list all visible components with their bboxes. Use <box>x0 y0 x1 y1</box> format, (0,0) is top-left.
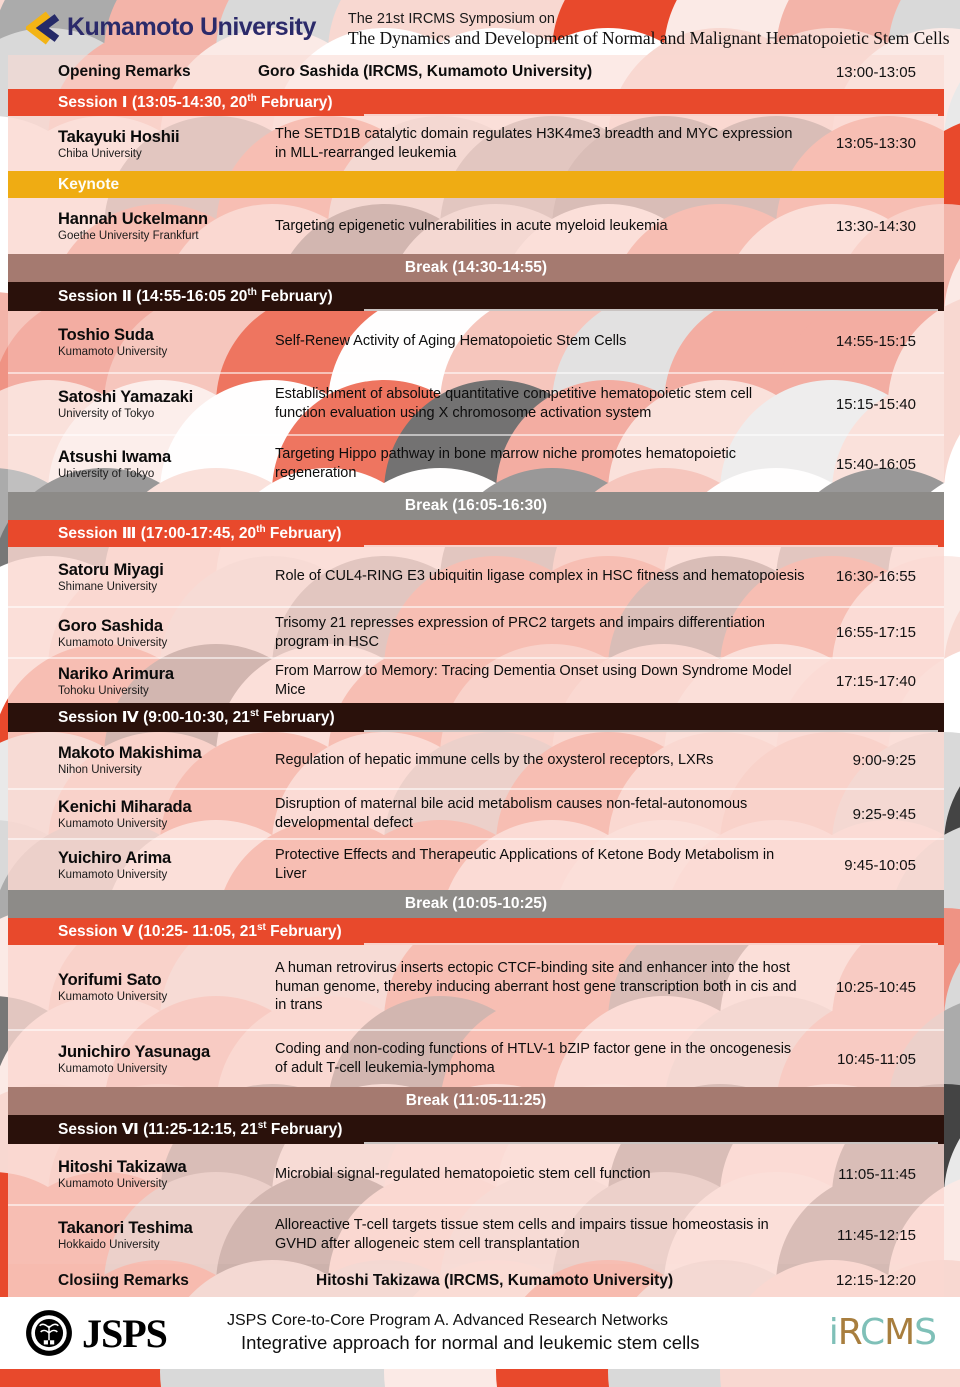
talk-row-arimura <box>8 657 944 703</box>
talk-row-yamazaki <box>8 372 944 434</box>
speaker-affiliation: Chiba University <box>58 147 142 160</box>
talk-time: 13:30-14:30 <box>835 217 916 235</box>
speaker-affiliation: Goethe University Frankfurt <box>58 230 199 242</box>
talk-row-sashida <box>8 606 944 657</box>
session-5-header <box>8 918 944 945</box>
kumamoto-university-logo <box>26 11 316 45</box>
core-to-core-program-text <box>227 1311 700 1356</box>
speaker-affiliation: Kumamoto University <box>58 818 168 830</box>
symposium-title: The Dynamics and Development of Normal and Malignant Hematopoietic Stem Cells <box>347 27 950 48</box>
program-line-2: Integrative approach for normal and leukemic stem cells <box>240 1332 700 1354</box>
speaker-name: Junichiro Yasunaga <box>58 1043 210 1061</box>
keynote-band <box>8 171 944 198</box>
university-name: Kumamoto University <box>67 13 316 41</box>
jsps-seal-icon <box>24 1308 74 1358</box>
talk-title: Targeting epigenetic vulnerabilities in acute myeloid leukemia <box>275 217 668 234</box>
talk-title: Microbial signal-regulated hematopoietic stem cell function <box>275 1165 651 1182</box>
session-2-title: Session Ⅱ (14:55-16:05 20th February) <box>58 286 333 305</box>
keynote-label: Keynote <box>58 175 120 193</box>
talk-time: 10:25-10:45 <box>835 978 916 996</box>
speaker-name: Satoshi Yamazaki <box>58 388 193 406</box>
speaker-affiliation: Kumamoto University <box>58 991 168 1003</box>
session-6-header <box>8 1115 944 1144</box>
break-4-band <box>8 1087 944 1115</box>
session-5-title: Session Ⅴ (10:25- 11:05, 21st February) <box>58 921 342 940</box>
talk-row-sato <box>8 945 944 1029</box>
speaker-name: Goro Sashida <box>58 616 163 635</box>
speaker-affiliation: Kumamoto University <box>58 636 168 649</box>
speaker-name: Takayuki Hoshii <box>58 127 180 146</box>
closing-remarks-speaker: Hitoshi Takizawa (IRCMS, Kumamoto University) <box>316 1271 674 1289</box>
talk-time: 16:55-17:15 <box>835 624 916 641</box>
talk-time: 9:45-10:05 <box>844 856 916 874</box>
talk-title: Disruption of maternal bile acid metabolism causes non-fetal-autonomous developmental defect <box>275 796 748 831</box>
break-2-band <box>8 492 944 520</box>
talk-row-yasunaga <box>8 1029 944 1087</box>
ircms-logo: iRCMS <box>828 1312 936 1353</box>
program-line-1: JSPS Core-to-Core Program A. Advanced Research Networks <box>226 1311 669 1329</box>
symposium-title-block <box>348 6 950 50</box>
break-label: Break (10:05-10:25) <box>404 895 548 912</box>
speaker-name: Makoto Makishima <box>58 744 202 762</box>
talk-time: 11:05-11:45 <box>838 1165 916 1183</box>
talk-title: Self-Renew Activity of Aging Hematopoietic Stem Cells <box>275 333 627 350</box>
talk-title: Role of CUL4-RING E3 ubiquitin ligase complex in HSC fitness and hematopoiesis <box>275 568 805 585</box>
speaker-affiliation: Kumamoto University <box>58 869 168 881</box>
talk-time: 11:45-12:15 <box>837 1226 916 1244</box>
talk-row-miharada <box>8 788 944 838</box>
talk-time: 10:45-11:05 <box>837 1050 916 1068</box>
session-3-header <box>8 520 944 547</box>
talk-title: Targeting Hippo pathway in bone marrow niche promotes hematopoietic regeneration <box>275 446 737 481</box>
speaker-name: Nariko Arimura <box>58 665 174 683</box>
footer <box>0 1297 960 1377</box>
talk-time: 9:25-9:45 <box>852 805 916 823</box>
talk-title: Regulation of hepatic immune cells by the oxysterol receptors, LXRs <box>275 751 714 768</box>
speaker-affiliation: University of Tokyo <box>58 468 155 480</box>
talk-time: 15:15-15:40 <box>835 395 916 413</box>
talk-title: The SETD1B catalytic domain regulates H3K4me3 breadth and MYC expression in MLL-rearranged leukemia <box>275 125 793 161</box>
speaker-affiliation: Kumamoto University <box>58 1178 168 1190</box>
speaker-name: Yorifumi Sato <box>58 971 162 989</box>
schedule <box>8 55 944 1297</box>
talk-row-miyagi <box>8 547 944 606</box>
speaker-name: Yuichiro Arima <box>58 849 172 867</box>
break-label: Break (14:30-14:55) <box>404 259 548 276</box>
session-2-header <box>8 282 944 311</box>
talk-title: Establishment of absolute quantitative competitive hematopoietic stem cell function evaluation using X chromosome activation system <box>275 386 753 421</box>
speaker-name: Hannah Uckelmann <box>58 210 208 228</box>
speaker-name: Toshio Suda <box>58 325 154 344</box>
speaker-name: Kenichi Miharada <box>58 798 192 816</box>
jsps-wordmark: JSPS <box>82 1310 167 1356</box>
talk-row-uckelmann <box>8 198 944 254</box>
talk-time: 13:05-13:30 <box>835 135 916 152</box>
talk-title: Trisomy 21 represses expression of PRC2 targets and impairs differentiation program in HSC <box>275 614 765 650</box>
kumamoto-chevron-icon <box>26 11 60 45</box>
talk-title: Coding and non-coding functions of HTLV-1 bZIP factor gene in the oncogenesis of adult T-cell leukemia-lymphoma <box>275 1041 792 1076</box>
session-3-title: Session Ⅲ (17:00-17:45, 20th February) <box>58 523 342 542</box>
closing-remarks-label: Closiing Remarks <box>58 1271 189 1289</box>
header <box>0 0 960 55</box>
speaker-affiliation: Shimane University <box>58 580 158 593</box>
talk-time: 9:00-9:25 <box>852 751 916 769</box>
talk-row-iwama <box>8 434 944 492</box>
break-label: Break (11:05-11:25) <box>405 1092 547 1109</box>
break-1-band <box>8 254 944 282</box>
talk-title: A human retrovirus inserts ectopic CTCF-binding site and enhancer into the host human genome, thereby inducing aberrant host gene transcription both in cis and in trans <box>275 959 797 1014</box>
talk-time: 15:40-16:05 <box>835 455 916 473</box>
session-4-title: Session Ⅳ (9:00-10:30, 21st February) <box>58 707 335 726</box>
opening-remarks-speaker: Goro Sashida (IRCMS, Kumamoto University) <box>258 63 593 80</box>
talk-row-suda <box>8 311 944 372</box>
talk-time: 14:55-15:15 <box>835 333 916 350</box>
opening-remarks-time: 13:00-13:05 <box>835 63 916 81</box>
speaker-name: Satoru Miyagi <box>58 560 164 579</box>
break-3-band <box>8 890 944 918</box>
speaker-affiliation: Nihon University <box>58 764 142 776</box>
speaker-name: Hitoshi Takizawa <box>58 1158 187 1176</box>
talk-row-takizawa <box>8 1144 944 1204</box>
opening-remarks-label: Opening Remarks <box>58 63 191 80</box>
closing-remarks-row <box>8 1264 944 1297</box>
talk-row-makishima <box>8 732 944 788</box>
session-6-title: Session Ⅵ (11:25-12:15, 21st February) <box>58 1119 343 1138</box>
talk-time: 16:30-16:55 <box>835 568 916 585</box>
talk-title: Protective Effects and Therapeutic Applications of Ketone Body Metabolism in Liver <box>275 847 775 882</box>
session-4-header <box>8 703 944 732</box>
speaker-affiliation: Tohoku University <box>58 685 149 697</box>
talk-time: 17:15-17:40 <box>835 672 916 690</box>
closing-remarks-time: 12:15-12:20 <box>835 1272 916 1289</box>
talk-title: Alloreactive T-cell targets tissue stem cells and impairs tissue homeostasis in GVHD after allogeneic stem cell transplantation <box>275 1217 769 1252</box>
break-label: Break (16:05-16:30) <box>404 497 548 514</box>
speaker-name: Atsushi Iwama <box>58 448 171 466</box>
symposium-series-line: The 21st IRCMS Symposium on <box>347 10 555 27</box>
opening-remarks-row <box>8 55 944 89</box>
speaker-affiliation: Hokkaido University <box>58 1239 160 1251</box>
talk-row-arima <box>8 838 944 890</box>
session-1-header <box>8 89 944 116</box>
session-1-title: Session Ⅰ (13:05-14:30, 20th February) <box>58 92 333 111</box>
speaker-affiliation: University of Tokyo <box>58 408 155 420</box>
speaker-name: Takanori Teshima <box>58 1219 193 1237</box>
speaker-affiliation: Kumamoto University <box>58 1063 168 1075</box>
talk-row-teshima <box>8 1204 944 1264</box>
talk-row-hoshii <box>8 116 944 171</box>
talk-title: From Marrow to Memory: Tracing Dementia Onset using Down Syndrome Model Mice <box>275 663 792 698</box>
speaker-affiliation: Kumamoto University <box>58 345 168 358</box>
jsps-logo <box>24 1308 167 1358</box>
